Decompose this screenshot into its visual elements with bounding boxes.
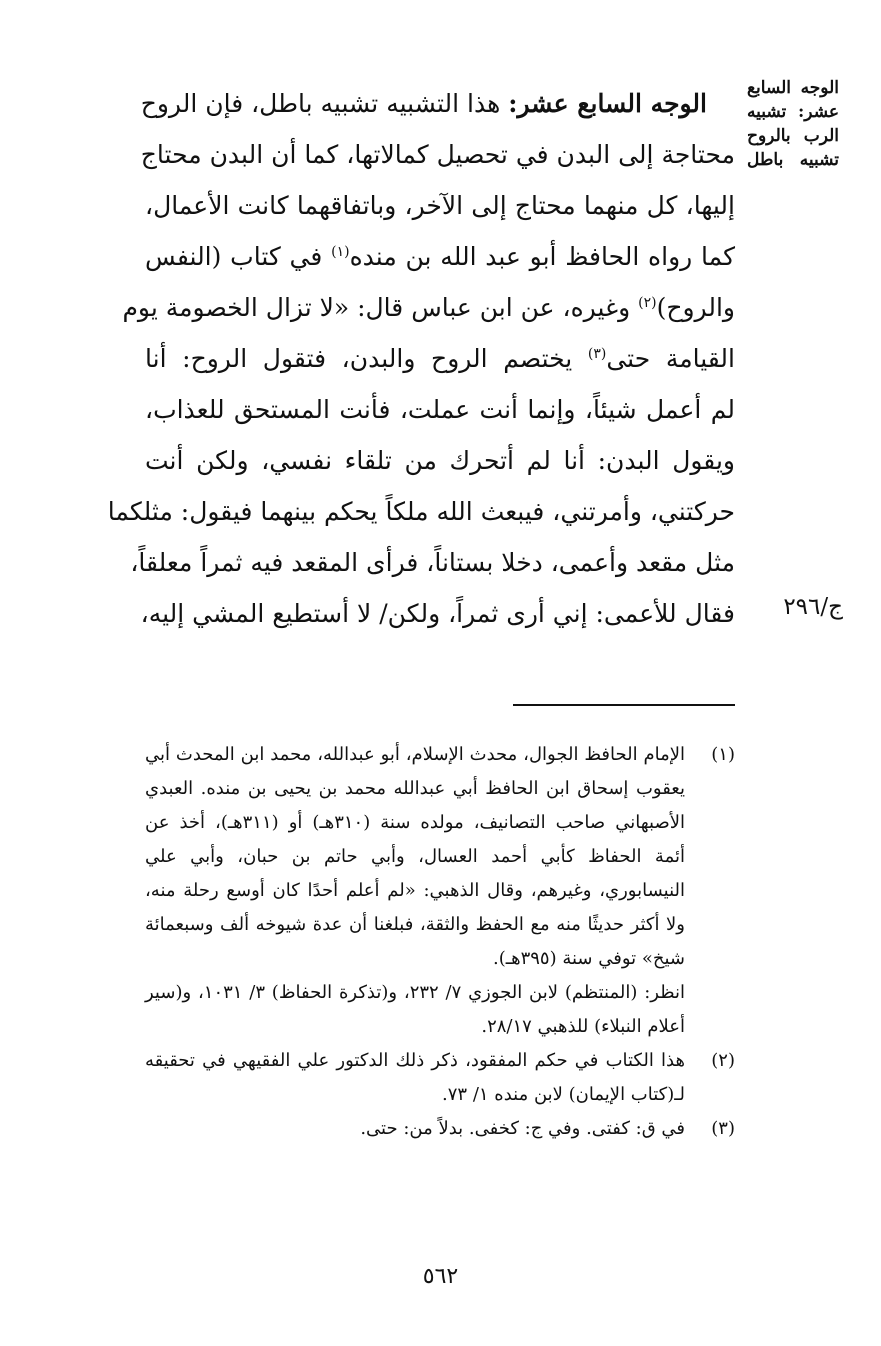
footnote-line: أئمة الحفاظ كأبي أحمد العسال، وأبي حاتم بن حبان، وأبي علي [145, 846, 685, 867]
main-line-text: والروح) [656, 293, 735, 322]
main-line [145, 231, 735, 282]
page-number: ٥٦٢ [422, 1264, 459, 1289]
main-line: حركتني، وأمرتني، فيبعث الله ملكاً يحكم بينهما فيقول: مثلكما [107, 497, 735, 526]
side-note-line: الوجه السابع [747, 78, 839, 98]
footnote-1 [145, 738, 735, 1044]
main-text [107, 78, 735, 639]
main-line [145, 333, 735, 384]
footnote-line: الأصبهاني صاحب التصانيف، مولده سنة (٣١٠هـ) أو (٣١١هـ)، أخذ عن [145, 812, 685, 833]
footnote-line: أعلام النبلاء) للذهبي ٢٨/١٧. [481, 1016, 685, 1037]
footnote-line: هذا الكتاب في حكم المفقود، ذكر ذلك الدكتور علي الفقيهي في تحقيقه [145, 1050, 685, 1071]
main-line: مثل مقعد وأعمى، دخلا بستاناً، فرأى المقعد فيه ثمراً معلقاً، [130, 548, 735, 577]
main-line: محتاجة إلى البدن في تحصيل كمالاتها، كما أن البدن محتاج [140, 140, 735, 169]
side-note-line: تشبيه باطل [747, 150, 839, 170]
main-line-text: في كتاب (النفس [145, 242, 332, 271]
footnote-ref: (٣) [587, 346, 607, 362]
side-note-line: الرب بالروح [747, 126, 839, 146]
footnote-number: (١) [711, 744, 735, 765]
footnote-3 [145, 1112, 735, 1146]
footnote-line: لـ(كتاب الإيمان) لابن منده ١/ ٧٣. [442, 1084, 685, 1105]
footnotes [145, 738, 735, 1146]
side-note [747, 76, 839, 172]
footnote-line: يعقوب إسحاق ابن الحافظ أبي عبدالله محمد بن يحيى بن منده. العبدي [145, 778, 685, 799]
footnote-number: (٣) [711, 1118, 735, 1139]
main-line-text: وغيره، عن ابن عباس قال: «لا تزال الخصومة يوم [122, 293, 639, 322]
main-line: فقال للأعمى: إني أرى ثمراً، ولكن/ لا أستطيع المشي إليه، [140, 599, 735, 628]
footnote-ref: (١) [331, 244, 350, 260]
footnote-line: شيخ» توفي سنة (٣٩٥هـ). [493, 948, 685, 969]
main-line: إليها، كل منهما محتاج إلى الآخر، وباتفاقهما كانت الأعمال، [145, 191, 735, 220]
main-line-text: هذا التشبيه تشبيه باطل، فإن الروح [140, 89, 509, 118]
footnote-2 [145, 1044, 735, 1112]
main-line [140, 78, 735, 129]
footnote-line: ولا أكثر حديثًا منه مع الحفظ والثقة، فبلغنا أن عدة شيوخه ألف وسبعمائة [145, 914, 685, 935]
footnote-separator [513, 704, 735, 706]
footnote-line: في ق: كفتى. وفي ج: كخفى. بدلاً من: حتى. [360, 1118, 685, 1139]
footnote-ref: (٢) [638, 295, 657, 311]
margin-page-ref: ج/٢٩٦ [783, 594, 843, 620]
main-line: ويقول البدن: أنا لم أتحرك من تلقاء نفسي، ولكن أنت [145, 446, 735, 475]
main-line-text: كما رواه الحافظ أبو عبد الله بن منده [349, 242, 735, 271]
main-line: لم أعمل شيئاً، وإنما أنت عملت، فأنت المستحق للعذاب، [145, 395, 735, 424]
footnote-number: (٢) [711, 1050, 735, 1071]
main-line-text: يختصم الروح والبدن، فتقول الروح: أنا [145, 344, 588, 373]
section-heading: الوجه السابع عشر: [508, 89, 707, 118]
footnote-line: الإمام الحافظ الجوال، محدث الإسلام، أبو عبدالله، محمد ابن المحدث أبي [145, 744, 685, 765]
main-line-text: القيامة حتى [606, 344, 735, 373]
footnote-line: انظر: (المنتظم) لابن الجوزي ٧/ ٢٣٢، و(تذكرة الحفاظ) ٣/ ١٠٣١، و(سير [145, 982, 685, 1003]
main-line [122, 282, 735, 333]
side-note-line: عشر: تشبيه [747, 102, 839, 122]
footnote-line: النيسابوري، وغيرهم، وقال الذهبي: «لم أعلم أحدًا كان أوسع رحلة منه، [145, 880, 685, 901]
